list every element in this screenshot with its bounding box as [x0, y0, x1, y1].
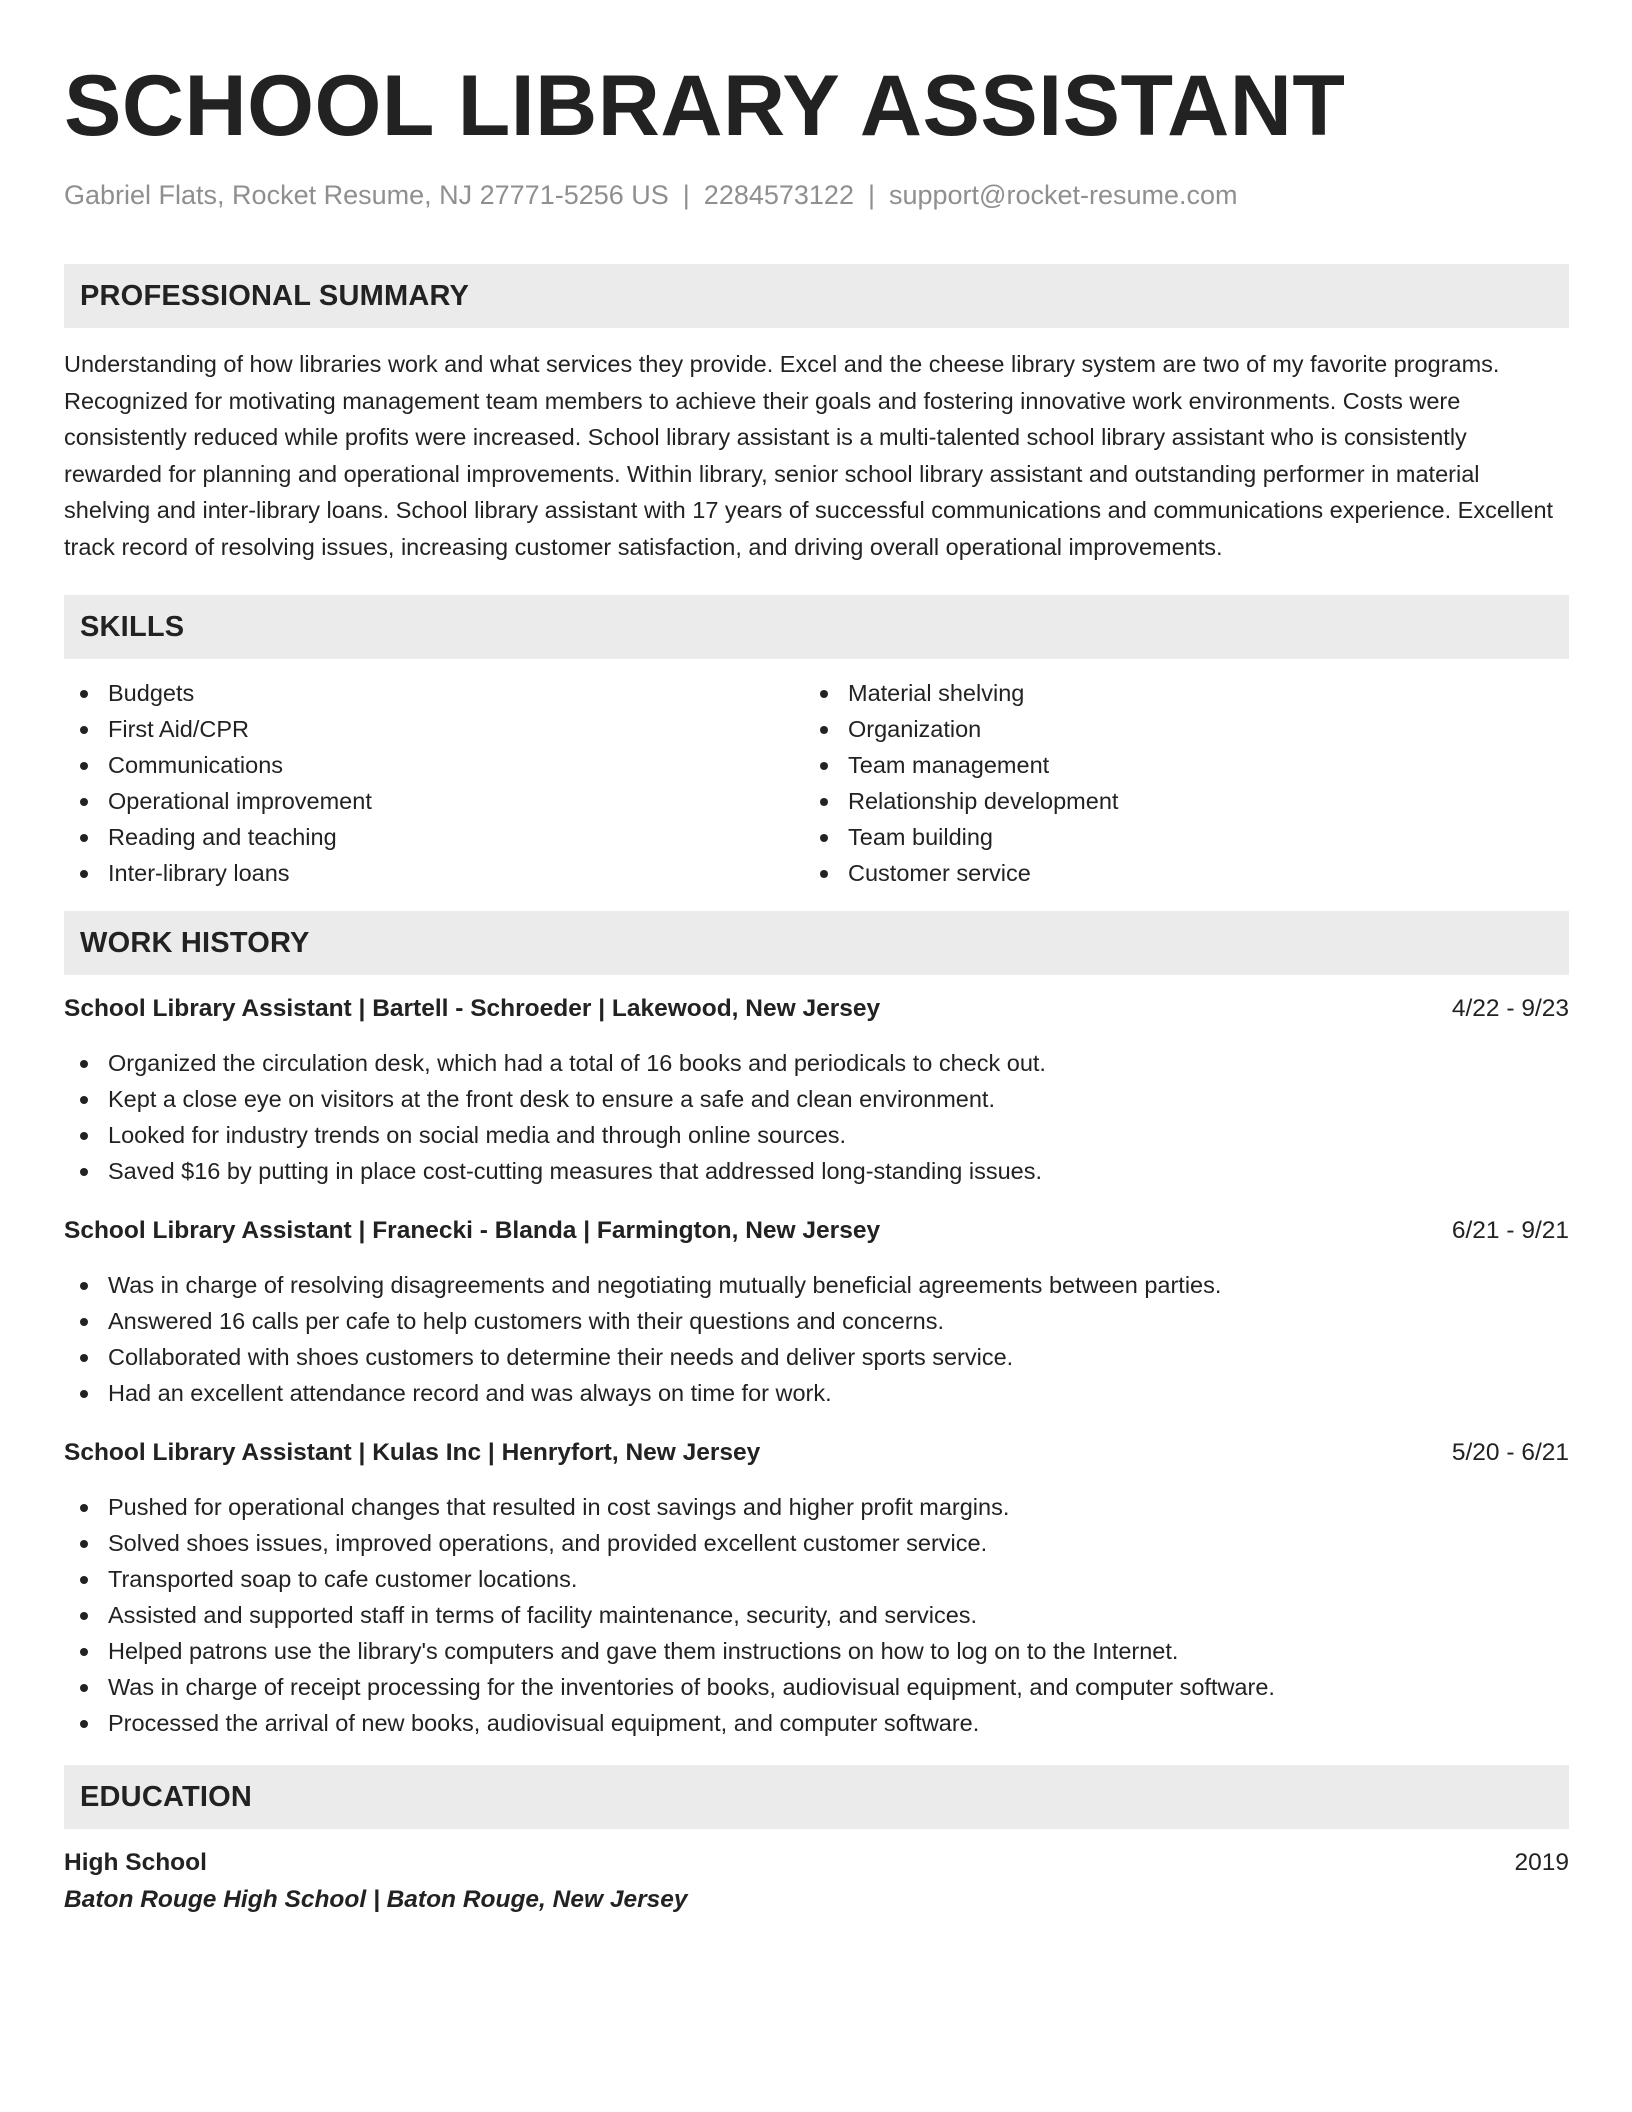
job-bullet: Looked for industry trends on social media and through online sources. — [64, 1117, 1569, 1153]
skill-item: Material shelving — [804, 675, 1544, 711]
contact-address: Gabriel Flats, Rocket Resume, NJ 27771-5256 US — [64, 180, 669, 210]
education-entry — [64, 1845, 1569, 1919]
contact-phone: 2284573122 — [703, 180, 854, 210]
contact-separator: | — [867, 180, 875, 210]
contact-line — [64, 178, 1569, 212]
job-entry — [64, 1213, 1569, 1411]
skill-item: Organization — [804, 711, 1544, 747]
job-bullets — [64, 1489, 1569, 1741]
job-entry — [64, 991, 1569, 1189]
job-title: School Library Assistant | Kulas Inc | Henryfort, New Jersey — [64, 1439, 761, 1466]
job-bullet: Was in charge of receipt processing for the inventories of books, audiovisual equipment, and computer software. — [64, 1669, 1569, 1705]
job-title: School Library Assistant | Franecki - Blanda | Farmington, New Jersey — [64, 1217, 881, 1244]
job-entry — [64, 1435, 1569, 1741]
contact-separator: | — [682, 180, 690, 210]
job-bullet: Collaborated with shoes customers to determine their needs and deliver sports service. — [64, 1339, 1569, 1375]
section-header-education: EDUCATION — [64, 1765, 1569, 1829]
job-dates: 5/20 - 6/21 — [1451, 1439, 1569, 1466]
candidate-title: SCHOOL LIBRARY ASSISTANT — [64, 58, 1346, 154]
education-school: Baton Rouge High School | Baton Rouge, New Jersey — [64, 1886, 688, 1913]
job-bullet: Answered 16 calls per cafe to help customers with their questions and concerns. — [64, 1303, 1569, 1339]
job-heading — [64, 1435, 1569, 1471]
job-bullet: Helped patrons use the library's computers and gave them instructions on how to log on to the Internet. — [64, 1633, 1569, 1669]
job-bullet: Assisted and supported staff in terms of facility maintenance, security, and services. — [64, 1597, 1569, 1633]
job-bullet: Transported soap to cafe customer locations. — [64, 1561, 1569, 1597]
job-bullet: Had an excellent attendance record and was always on time for work. — [64, 1375, 1569, 1411]
job-bullet: Processed the arrival of new books, audiovisual equipment, and computer software. — [64, 1705, 1569, 1741]
job-bullet: Pushed for operational changes that resulted in cost savings and higher profit margins. — [64, 1489, 1569, 1525]
contact-email: support@rocket-resume.com — [888, 180, 1238, 210]
skills-list — [64, 675, 1569, 891]
job-bullet: Saved $16 by putting in place cost-cutting measures that addressed long-standing issues. — [64, 1153, 1569, 1189]
skill-item: Team building — [804, 819, 1544, 855]
section-header-work-history: WORK HISTORY — [64, 911, 1569, 975]
skill-item: Relationship development — [804, 783, 1544, 819]
section-header-skills: SKILLS — [64, 595, 1569, 659]
job-bullets — [64, 1045, 1569, 1189]
job-bullet: Organized the circulation desk, which had a total of 16 books and periodicals to check out. — [64, 1045, 1569, 1081]
skill-item: Reading and teaching — [64, 819, 804, 855]
job-dates: 6/21 - 9/21 — [1451, 1217, 1569, 1244]
job-title: School Library Assistant | Bartell - Schroeder | Lakewood, New Jersey — [64, 995, 881, 1022]
skill-item: Budgets — [64, 675, 804, 711]
skill-item: Customer service — [804, 855, 1544, 891]
job-bullet: Was in charge of resolving disagreements and negotiating mutually beneficial agreements between parties. — [64, 1267, 1569, 1303]
section-header-summary: PROFESSIONAL SUMMARY — [64, 264, 1569, 328]
education-year: 2019 — [1514, 1849, 1569, 1876]
job-heading — [64, 1213, 1569, 1249]
education-heading — [64, 1845, 1569, 1881]
skills-column-right — [804, 675, 1544, 891]
skills-column-left — [64, 675, 804, 891]
summary-text: Understanding of how libraries work and what services they provide. Excel and the cheese library system are two of my favorite programs. Recognized for motivating management team members to achieve their goals and fostering innovative work environments. Costs were consistently reduced while profits were increased. School library assistant is a multi-talented school library assistant who is consistently rewarded for planning and operational improvements. Within library, senior school library assistant and outstanding performer in material shelving and inter-library loans. School library assistant with 17 years of successful communications and communications experience. Excellent track record of resolving issues, increasing customer satisfaction, and driving overall operational improvements. — [64, 351, 1554, 560]
skill-item: Team management — [804, 747, 1544, 783]
skill-item: Communications — [64, 747, 804, 783]
job-bullet: Solved shoes issues, improved operations, and provided excellent customer service. — [64, 1525, 1569, 1561]
skill-item: Inter-library loans — [64, 855, 804, 891]
skill-item: First Aid/CPR — [64, 711, 804, 747]
job-heading — [64, 991, 1569, 1027]
job-bullets — [64, 1267, 1569, 1411]
skill-item: Operational improvement — [64, 783, 804, 819]
education-degree: High School — [64, 1849, 207, 1876]
job-dates: 4/22 - 9/23 — [1451, 995, 1569, 1022]
job-bullet: Kept a close eye on visitors at the front desk to ensure a safe and clean environment. — [64, 1081, 1569, 1117]
